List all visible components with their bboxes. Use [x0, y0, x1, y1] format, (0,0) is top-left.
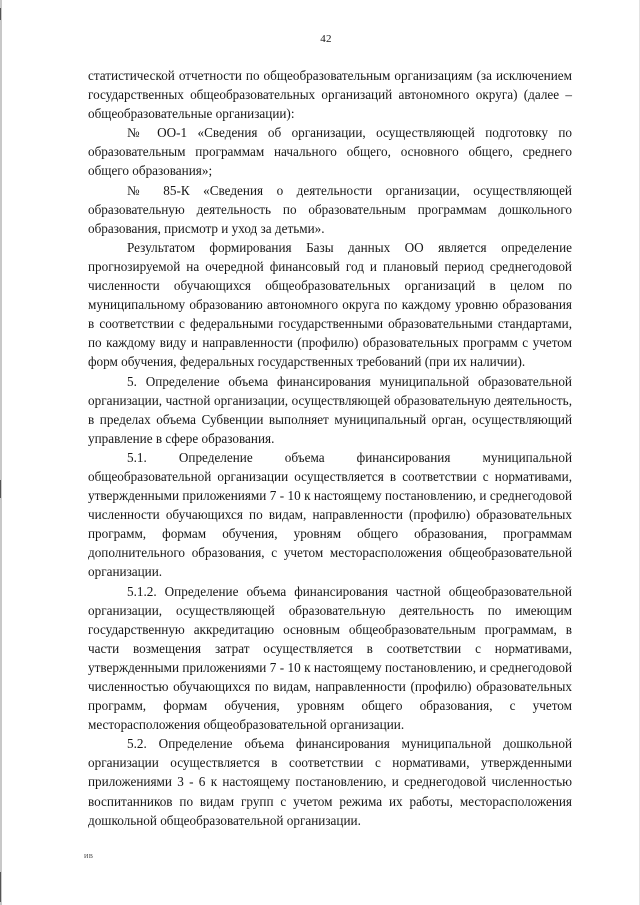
paragraph-database-result: Результатом формирования Базы данных ОО является определение прогнозируемой на очередной финансовый год и плановый период среднегодовой численности обучающихся общеобразовательных организаций в целом по муниципальному образованию автономного округа по каждому уровню образования в соответствии с федеральными государственными образовательными стандартами, по каждому виду и направленности (профилю) образовательных программ с учетом форм обучения, федеральных государственных требований (при их наличии).: [88, 239, 572, 370]
footer-initials: ИВ: [84, 854, 94, 860]
page-number: 42: [320, 33, 332, 45]
scan-left-edge: [0, 0, 2, 905]
paragraph-form-85k: № 85-К «Сведения о деятельности организации, осуществляющей образовательную деятельность по образовательным программам дошкольного образования, присмотр и уход за детьми».: [88, 182, 572, 236]
margin-mark-bottom: [0, 872, 1, 902]
margin-mark-top: [0, 8, 1, 20]
paragraph-form-oo1: № ОО-1 «Сведения об организации, осуществляющей подготовку по образовательным программам начального общего, основного общего, среднего общего образования»;: [88, 125, 572, 179]
paragraph-section-5: 5. Определение объема финансирования муниципальной образовательной организации, частной организации, осуществляющей образовательную деятельность, в пределах объема Субвенции выполняет муниципальный орган, осуществляющий управление в сфере образования.: [88, 373, 572, 446]
margin-mark-middle: [0, 480, 1, 498]
paragraph-section-5-1-2: 5.1.2. Определение объема финансирования частной общеобразовательной организации, осуществляющей образовательную деятельность по имеющим государственную аккредитацию основным общеобразовательным программам, в части возмещения затрат осуществляется в соответствии с нормативами, утвержденными приложениями 7 - 10 к настоящему постановлению, и среднегодовой численностью обучающихся по видам, направленности (профилю) образовательных программ, формам обучения, уровням общего образования, с учетом месторасположения общеобразовательной организации.: [88, 583, 572, 733]
paragraph-section-5-1: 5.1. Определение объема финансирования муниципальной общеобразовательной организации осуществляется в соответствии с нормативами, утвержденными приложениями 7 - 10 к настоящему постановлению, и среднегодовой численности обучающихся по видам, направленности (профилю) образовательных программ, формам обучения, уровням общего образования, программам дополнительного образования, с учетом месторасположения общеобразовательной организации.: [88, 449, 572, 580]
document-body: [88, 66, 572, 830]
paragraph-continuation: статистической отчетности по общеобразовательным организациям (за исключением государственных общеобразовательных организаций автономного округа) (далее – общеобразовательные организации):: [88, 68, 572, 122]
paragraph-section-5-2: 5.2. Определение объема финансирования муниципальной дошкольной организации осуществляется в соответствии с нормативами, утвержденными приложениями 3 - 6 к настоящему постановлению, и среднегодовой численностью воспитанников по видам групп с учетом режима их работы, месторасположения дошкольной общеобразовательной организации.: [88, 736, 572, 828]
